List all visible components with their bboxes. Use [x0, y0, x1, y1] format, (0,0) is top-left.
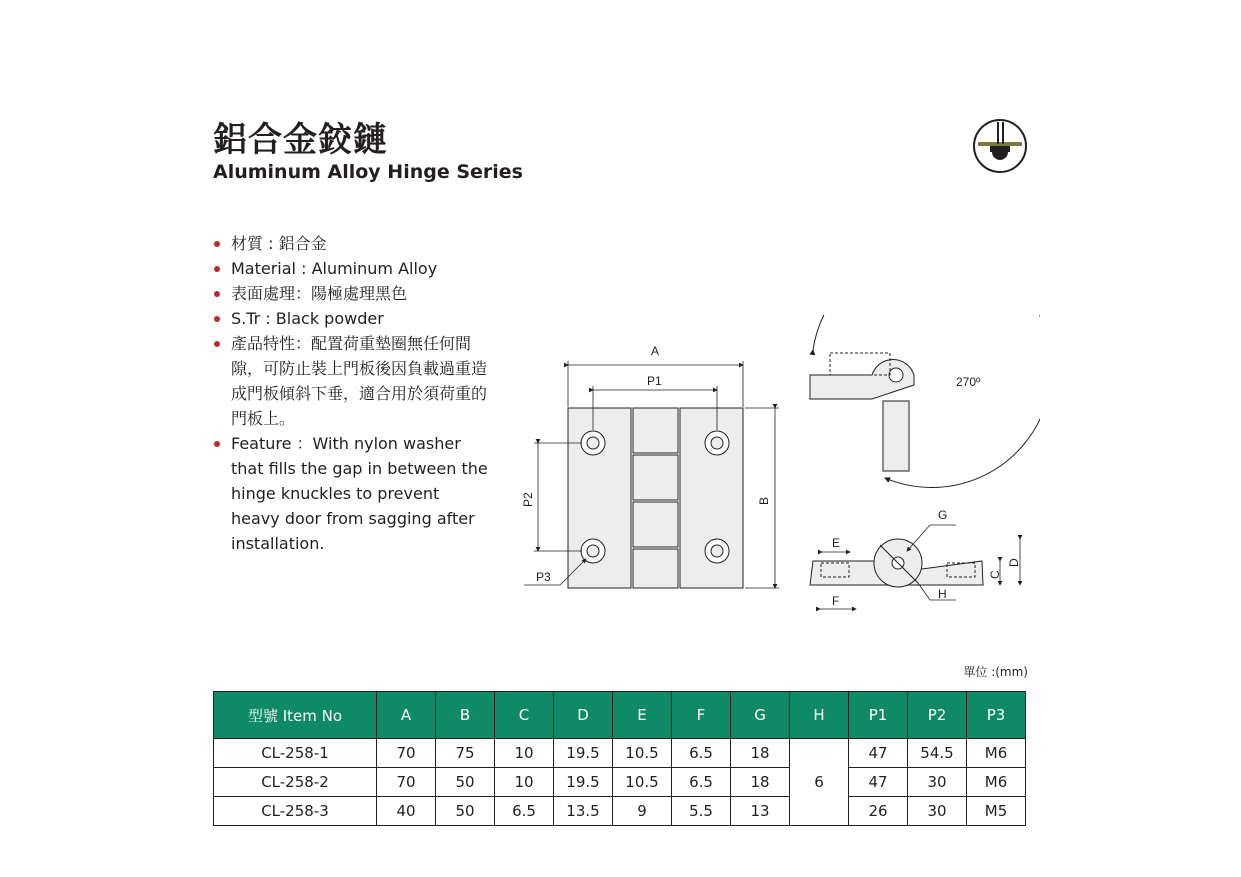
table-cell: CL-258-2 [214, 768, 377, 797]
dim-label-e: E [832, 536, 841, 550]
table-cell: 30 [908, 797, 967, 826]
hinge-technical-drawing [510, 315, 1040, 620]
table-cell: 18 [731, 739, 790, 768]
table-cell: 10 [495, 768, 554, 797]
feature-list [213, 231, 493, 556]
column-header: C [495, 692, 554, 739]
feature-item: Material : Aluminum Alloy [213, 256, 493, 281]
column-header: E [613, 692, 672, 739]
table-cell: 6.5 [495, 797, 554, 826]
table-cell: M6 [967, 739, 1026, 768]
unit-label: 單位 :(mm) [963, 665, 1028, 679]
table-cell: CL-258-3 [214, 797, 377, 826]
table-cell: 40 [377, 797, 436, 826]
column-header: D [554, 692, 613, 739]
feature-item: S.Tr : Black powder [213, 306, 493, 331]
dim-label-p1: P1 [647, 374, 662, 388]
table-cell: 30 [908, 768, 967, 797]
dim-label-d: D [1007, 558, 1021, 567]
table-cell: 10.5 [613, 768, 672, 797]
hinge-front-view [568, 408, 743, 588]
table-cell: 13.5 [554, 797, 613, 826]
table-cell: M6 [967, 768, 1026, 797]
rotation-angle-label: 270º [956, 375, 981, 389]
table-row [214, 739, 1026, 768]
table-cell: 6.5 [672, 768, 731, 797]
column-header: P1 [849, 692, 908, 739]
table-cell: 54.5 [908, 739, 967, 768]
table-header-row [214, 692, 1026, 739]
column-header: F [672, 692, 731, 739]
table-cell: 5.5 [672, 797, 731, 826]
column-header: H [790, 692, 849, 739]
table-cell: 47 [849, 739, 908, 768]
feature-item: Feature ：With nylon washer that fills the gap in between the hinge knuckles to prevent heavy door from sagging after installation. [213, 431, 493, 556]
table-cell: 10 [495, 739, 554, 768]
table-cell-merged: 6 [790, 739, 849, 826]
dim-label-a: A [651, 344, 660, 358]
table-cell: 50 [436, 797, 495, 826]
column-header: B [436, 692, 495, 739]
feature-item: 材質 : 鋁合金 [213, 231, 493, 256]
column-header: 型號 Item No [214, 692, 377, 739]
page-title-zh: 鋁合金鉸鏈 [213, 120, 388, 160]
column-header: G [731, 692, 790, 739]
table-row [214, 797, 1026, 826]
table-cell: 6.5 [672, 739, 731, 768]
table-row [214, 768, 1026, 797]
page-title-en: Aluminum Alloy Hinge Series [213, 161, 523, 183]
table-cell: 19.5 [554, 739, 613, 768]
dim-label-b: B [757, 496, 771, 505]
table-cell: CL-258-1 [214, 739, 377, 768]
table-cell: 10.5 [613, 739, 672, 768]
table-cell: 70 [377, 739, 436, 768]
column-header: P3 [967, 692, 1026, 739]
feature-item: 產品特性：配置荷重墊圈無任何間隙，可防止裝上門板後因負載過重造成門板傾斜下垂，適合用於須荷重的門板上。 [213, 331, 493, 431]
table-cell: 18 [731, 768, 790, 797]
hinge-symbol-icon [972, 118, 1028, 174]
hinge-rotation-view [810, 315, 1040, 487]
dim-label-g: G [938, 508, 948, 522]
dim-label-f: F [832, 594, 840, 608]
column-header: A [377, 692, 436, 739]
table-cell: 13 [731, 797, 790, 826]
table-cell: 9 [613, 797, 672, 826]
feature-item: 表面處理：陽極處理黑色 [213, 281, 493, 306]
table-cell: 70 [377, 768, 436, 797]
dim-label-p2: P2 [521, 492, 535, 507]
table-cell: 47 [849, 768, 908, 797]
table-cell: 50 [436, 768, 495, 797]
column-header: P2 [908, 692, 967, 739]
dim-label-c: C [988, 570, 1002, 579]
table-cell: 26 [849, 797, 908, 826]
spec-table [213, 691, 1026, 826]
table-cell: M5 [967, 797, 1026, 826]
table-cell: 19.5 [554, 768, 613, 797]
table-cell: 75 [436, 739, 495, 768]
dim-label-p3: P3 [536, 570, 551, 584]
dim-label-h: H [938, 587, 947, 601]
